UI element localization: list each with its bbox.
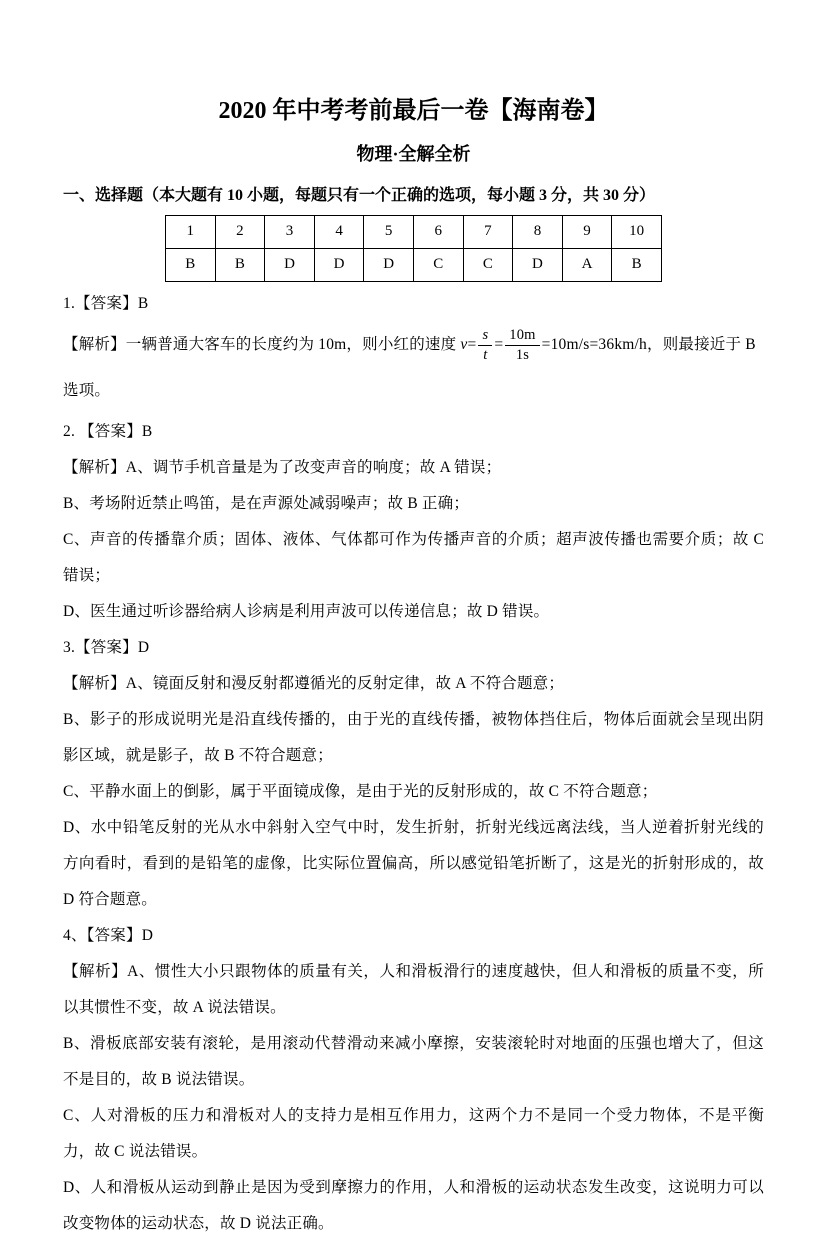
answer-cell: C [413,248,463,281]
answer-cell: D [364,248,414,281]
question-number-cell: 5 [364,215,414,248]
answer-cell: A [562,248,612,281]
answer-key-table [165,215,662,282]
q4-analysis-option-a: 【解析】A、惯性大小只跟物体的质量有关，人和滑板滑行的速度越快，但人和滑板的质量不变，所以其惯性不变，故 A 说法错误。 [63,962,764,1016]
q1-analysis-text-before: 【解析】一辆普通大客车的长度约为 10m，则小红的速度 [63,335,461,353]
q1-equals-0: = [467,335,477,353]
q3-analysis-option-c: C、平静水面上的倒影，属于平面镜成像，是由于光的反射形成的，故 C 不符合题意； [63,782,658,800]
q3-answer-line: 3.【答案】D [63,638,150,656]
question-number-cell: 3 [265,215,315,248]
fraction-10m-over-1s [505,327,539,363]
question-number-row [166,215,662,248]
q1-analysis-line [63,322,764,414]
question-number-cell: 2 [215,215,265,248]
document-title: 2020 年中考考前最后一卷【海南卷】 [218,98,609,124]
q3-analysis-option-b: B、影子的形成说明光是沿直线传播的，由于光的直线传播，被物体挡住后，物体后面就会呈现出阴影区域，就是影子，故 B 不符合题意； [63,710,764,764]
q3-analysis-option-a: 【解析】A、镜面反射和漫反射都遵循光的反射定律，故 A 不符合题意； [63,674,565,692]
fraction-denominator: 1s [515,346,530,363]
q2-analysis-option-d: D、医生通过听诊器给病人诊病是利用声波可以传递信息；故 D 错误。 [63,602,550,620]
q4-analysis-option-d: D、人和滑板从运动到静止是因为受到摩擦力的作用，人和滑板的运动状态发生改变，这说明力可以改变物体的运动状态，故 D 说法正确。 [63,1178,764,1232]
answer-row [166,248,662,281]
fraction-numerator: 10m [505,327,539,346]
section-heading: 一、选择题（本大题有 10 小题，每题只有一个正确的选项，每小题 3 分，共 30 分） [63,186,656,204]
document-subtitle: 物理·全解全析 [356,144,471,165]
fraction-denominator: t [483,346,488,363]
answer-cell: D [265,248,315,281]
answer-cell: B [612,248,662,281]
q4-analysis-option-c: C、人对滑板的压力和滑板对人的支持力是相互作用力，这两个力不是同一个受力物体，不是平衡力，故 C 说法错误。 [63,1106,764,1160]
answer-cell: D [513,248,563,281]
question-number-cell: 6 [413,215,463,248]
velocity-variable: v [460,335,468,353]
q2-analysis-option-a: 【解析】A、调节手机音量是为了改变声音的响度；故 A 错误； [63,458,502,476]
answer-cell: B [215,248,265,281]
q4-answer-line: 4、【答案】D [63,926,154,944]
question-number-cell: 1 [166,215,216,248]
question-number-cell: 8 [513,215,563,248]
q2-analysis-option-b: B、考场附近禁止鸣笛，是在声源处减弱噪声；故 B 正确； [63,494,470,512]
answer-cell: C [463,248,513,281]
q2-answer-line: 2. 【答案】B [63,422,153,440]
q2-analysis-option-c: C、声音的传播靠介质；固体、液体、气体都可作为传播声音的介质；超声波传播也需要介质；故 C 错误； [63,530,764,584]
question-number-cell: 7 [463,215,513,248]
fraction-s-over-t [478,327,492,363]
question-number-cell: 10 [612,215,662,248]
fraction-numerator: s [478,327,492,346]
q1-analysis-text-after: =10m/s=36km/h，则最接近于 B 选项。 [63,335,756,399]
q1-answer-line: 1.【答案】B [63,294,149,312]
question-number-cell: 4 [314,215,364,248]
question-number-cell: 9 [562,215,612,248]
q4-analysis-option-b: B、滑板底部安装有滚轮，是用滚动代替滑动来减小摩擦，安装滚轮时对地面的压强也增大了，但这不是目的，故 B 说法错误。 [63,1034,764,1088]
answer-cell: B [166,248,216,281]
answer-cell: D [314,248,364,281]
solutions-section [63,286,764,1242]
q1-equals-1: = [494,335,504,353]
q3-analysis-option-d: D、水中铅笔反射的光从水中斜射入空气中时，发生折射，折射光线远离法线，当人逆着折射光线的方向看时，看到的是铅笔的虚像，比实际位置偏高，所以感觉铅笔折断了，这是光的折射形成的，故 D 符合题意。 [63,818,764,908]
